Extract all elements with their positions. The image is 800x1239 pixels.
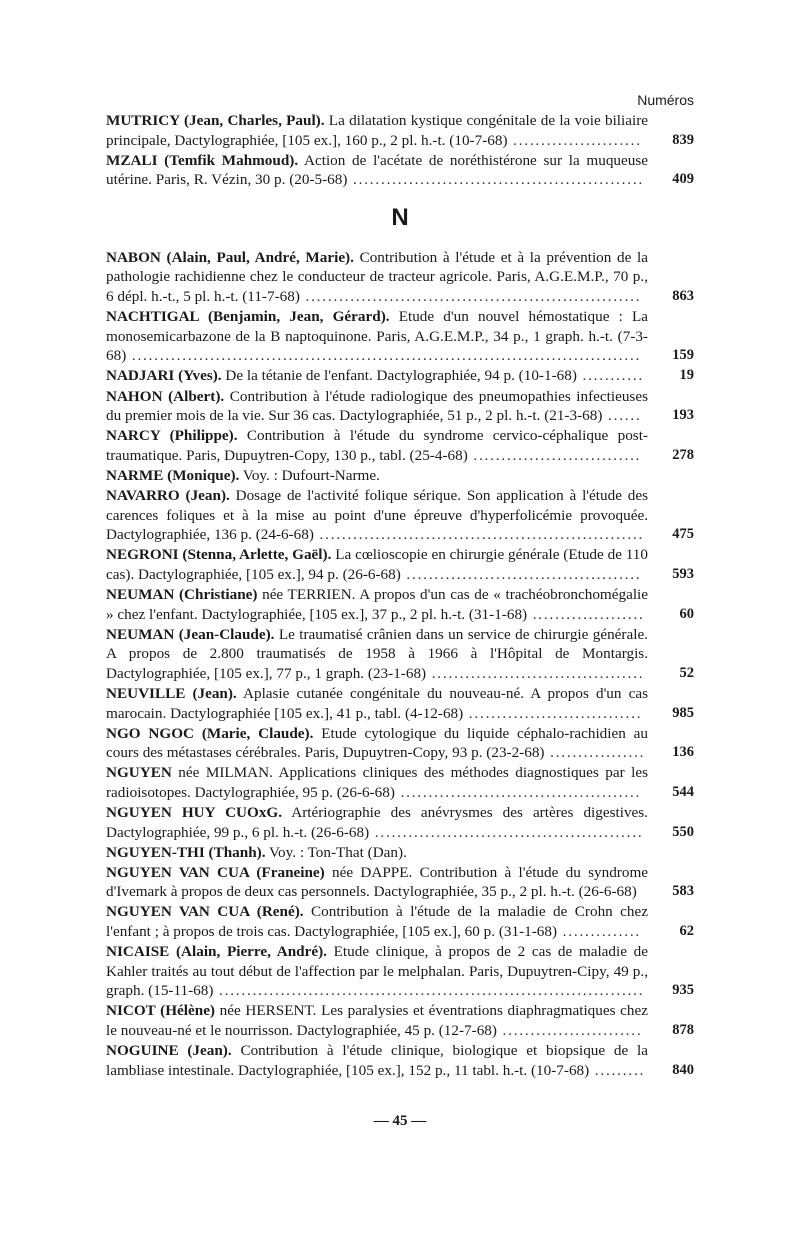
author-name: NGUYEN HUY CUOxG. (106, 804, 283, 821)
bibliography-entry (106, 387, 694, 426)
bibliography-entry (106, 486, 694, 545)
bibliography-entry (106, 151, 694, 190)
dot-leader: ........................................... (394, 783, 642, 801)
bibliography-entry (106, 111, 694, 150)
entry-number: 60 (679, 605, 694, 622)
dot-leader: ......... (589, 1061, 646, 1079)
entry-number: 878 (672, 1022, 694, 1039)
bibliography-entry (106, 307, 694, 366)
entry-description: née HERSENT. Les paralysies et éventrations diaphragmatiques chez le nouveau-né et le nourrisson. Dactylographiée, 45 p. (12-7-68) (106, 1002, 648, 1040)
entry-number: 593 (672, 565, 694, 582)
entry-description: Aplasie cutanée congénitale du nouveau-né. A propos d'un cas marocain. Dactylographiée [105 ex.], 41 p., tabl. (4-12-68) (106, 684, 648, 722)
entry-description: Etude clinique, à propos de 2 cas de maladie de Kahler traités au tout début de l'affection par le melphalan. Paris, Dupuytren-Cipy, 49 p., graph. (15-11-68) (106, 943, 648, 1000)
entry-description: Contribution à l'étude et à la prévention de la pathologie rachidienne chez le conducteur de tracteur agricole. Paris, A.G.E.M.P., 70 p., 6 dépl. h.-t., 5 pl. h.-t. (11-7-68) (106, 248, 648, 306)
dot-leader: .................... (527, 605, 645, 623)
author-name: NICAISE (Alain, Pierre, André). (106, 943, 327, 961)
dot-leader: .................................................... (347, 171, 645, 189)
author-name: NGUYEN VAN CUA (Franeine) (106, 863, 325, 881)
entry-number: 863 (672, 288, 694, 305)
author-name: NGUYEN (106, 764, 172, 782)
author-name: NACHTIGAL (Benjamin, Jean, Gérard). (106, 308, 390, 326)
entry-description: née MILMAN. Applications cliniques des méthodes diagnostiques par les radioisotopes. Dactylographiée, 95 p. (26-6-68) (106, 764, 648, 801)
entry-number: 159 (672, 347, 694, 364)
bibliography-entry (106, 902, 694, 941)
author-name: NABON (Alain, Paul, André, Marie). (106, 248, 354, 266)
entry-number: 475 (672, 526, 694, 543)
entry-number: 985 (672, 704, 694, 721)
entry-description: Etude d'un nouvel hémostatique : La monosemicarbazone de la B naptoquinone. Paris, A.G.E.M.P., 34 p., 1 graph. h.-t. (7-3-68) (106, 308, 649, 365)
entry-description: Contribution à l'étude radiologique des pneumopathies infectieuses du premier mois de la vie. Sur 36 cas. Dactylographiée, 51 p., 2 pl. h.-t. (21-3-68) (106, 387, 648, 425)
entry-number: 52 (679, 664, 694, 681)
entry-description: Action de l'acétate de noréthistérone sur la muqueuse utérine. Paris, R. Vézin, 30 p. (20-5-68) (106, 151, 649, 189)
entries-section (106, 248, 694, 1080)
entry-description: Artériographie des anévrysmes des artères digestives. Dactylographiée, 99 p., 6 pl. h.-t. (26-6-68) (106, 804, 648, 841)
section-letter: N (391, 203, 409, 231)
entry-description: Contribution à l'étude de la maladie de Crohn chez l'enfant ; à propos de trois cas. Dactylographiée, [105 ex.], 60 p. (31-1-68) (106, 903, 648, 941)
bibliography-entry (106, 684, 694, 723)
author-name: NICOT (Hélène) (106, 1002, 215, 1020)
entry-number: 278 (672, 446, 694, 463)
page-content (106, 92, 694, 1080)
dot-leader: ................. (544, 744, 646, 762)
dot-leader: .......................................... (400, 565, 642, 583)
entry-description: Dosage de l'activité folique sérique. Son application à l'étude des carences foliques et à la mise au point d'une épreuve d'hyperfolicémie provoquée. Dactylographiée, 136 p. (24-6-68) (106, 487, 648, 544)
author-name: NADJARI (Yves). (106, 367, 222, 385)
bibliography-entry (106, 545, 694, 584)
bibliography-entry (106, 1041, 694, 1080)
author-name: NEUMAN (Jean-Claude). (106, 625, 275, 643)
dot-leader: ...... (602, 407, 642, 425)
entry-description: née DAPPE. Contribution à l'étude du syndrome d'Ivemark à propos de deux cas personnels. Dactylographiée, 35 p., 2 pl. h.-t. (26-6-68) (106, 863, 649, 901)
bibliography-entry (106, 466, 694, 486)
entry-number: 935 (672, 982, 694, 999)
bibliography-entry (106, 942, 694, 1001)
numbers-column-header: Numéros (637, 92, 694, 108)
bibliography-entry (106, 763, 694, 802)
entry-description: Voy. : Dufourt-Narme. (239, 466, 380, 484)
entry-number: 840 (672, 1061, 694, 1078)
dot-leader: ....................... (507, 131, 642, 149)
entry-number: 409 (672, 171, 694, 188)
entry-description: La dilatation kystique congénitale de la voie biliaire principale, Dactylographiée, [105 ex.], 160 p., 2 pl. h.-t. (10-7-68) (106, 112, 648, 149)
dot-leader: ................................................ (369, 823, 644, 841)
bibliography-entry (106, 366, 694, 386)
dot-leader: ...................................... (426, 664, 645, 682)
bibliography-entry (106, 585, 694, 624)
entry-description: La cœlioscopie en chirurgie générale (Etude de 110 cas). Dactylographiée, [105 ex.], 94 p. (26-6-68) (106, 546, 648, 583)
dot-leader: ........... (576, 367, 645, 385)
author-name: NEGRONI (Stenna, Arlette, Gaël). (106, 546, 332, 564)
entry-description: Contribution à l'étude clinique, biologique et biopsique de la lambliase intestinale. Dactylographiée, [105 ex.], 152 p., 11 tabl. h.-t. (10-7-68) (106, 1042, 648, 1079)
author-name: NAHON (Albert). (106, 387, 225, 405)
author-name: NGO NGOC (Marie, Claude). (106, 724, 314, 742)
author-name: NGUYEN-THI (Thanh). (106, 843, 266, 861)
author-name: NGUYEN VAN CUA (René). (106, 903, 304, 921)
entry-number: 839 (672, 131, 694, 148)
bibliography-entry (106, 843, 694, 863)
bibliography-entry (106, 803, 694, 842)
entry-number: 19 (679, 367, 694, 384)
bibliography-entry (106, 1001, 694, 1040)
bibliography-entry (106, 724, 694, 763)
entry-number: 544 (672, 783, 694, 800)
entry-description: De la tétanie de l'enfant. Dactylographiée, 94 p. (10-1-68) (221, 367, 577, 385)
page-number: — 45 — (373, 1113, 427, 1129)
dot-leader: ............................... (463, 704, 643, 722)
entry-number: 193 (672, 407, 694, 424)
entry-number: 583 (672, 883, 694, 900)
author-name: NARCY (Philippe). (106, 427, 238, 445)
bibliography-entry (106, 248, 694, 307)
dot-leader: .............................. (467, 446, 642, 464)
author-name: NEUVILLE (Jean). (106, 684, 237, 702)
author-name: NOGUINE (Jean). (106, 1042, 232, 1060)
author-name: MZALI (Temfik Mahmoud). (106, 151, 299, 169)
dot-leader: .......................................................... (313, 526, 645, 544)
dot-leader: .............. (557, 923, 642, 941)
entry-number: 62 (679, 923, 694, 940)
bibliography-entry (106, 426, 694, 465)
dot-leader: ......................... (496, 1022, 643, 1040)
dot-leader: ........................................................................................... (126, 347, 642, 365)
dot-leader: ............................................................................ (213, 982, 645, 1000)
bibliography-entry (106, 863, 694, 902)
author-name: MUTRICY (Jean, Charles, Paul). (106, 112, 325, 129)
author-name: NAVARRO (Jean). (106, 487, 230, 504)
dot-leader: ............................................................ (299, 288, 642, 306)
bibliography-entry (106, 625, 694, 684)
entry-number: 550 (672, 823, 694, 840)
entry-number: 136 (672, 744, 694, 761)
entry-description: Etude cytologique du liquide céphalo-rachidien au cours des métastases cérébrales. Paris, Dupuytren-Copy, 93 p. (23-2-68) (106, 724, 648, 762)
author-name: NARME (Monique). (106, 466, 240, 484)
entries-before-section (106, 111, 694, 190)
entry-description: Contribution à l'étude du syndrome cervico-céphalique post-traumatique. Paris, Dupuytren-Copy, 130 p., tabl. (25-4-68) (106, 427, 648, 464)
author-name: NEUMAN (Christiane) (106, 585, 258, 603)
entry-description: Le traumatisé crânien dans un service de chirurgie générale. A propos de 2.800 traumatisés de 1958 à 1966 à l'Hôpital de Montargis. Dactylographiée, [105 ex.], 77 p., 1 graph. (23-1-68) (106, 625, 648, 682)
entry-description: née TERRIEN. A propos d'un cas de « trachéobronchomégalie » chez l'enfant. Dactylographiée, [105 ex.], 37 p., 2 pl. h.-t. (31-1-68) (106, 585, 648, 623)
entry-description: Voy. : Ton-That (Dan). (265, 843, 407, 861)
